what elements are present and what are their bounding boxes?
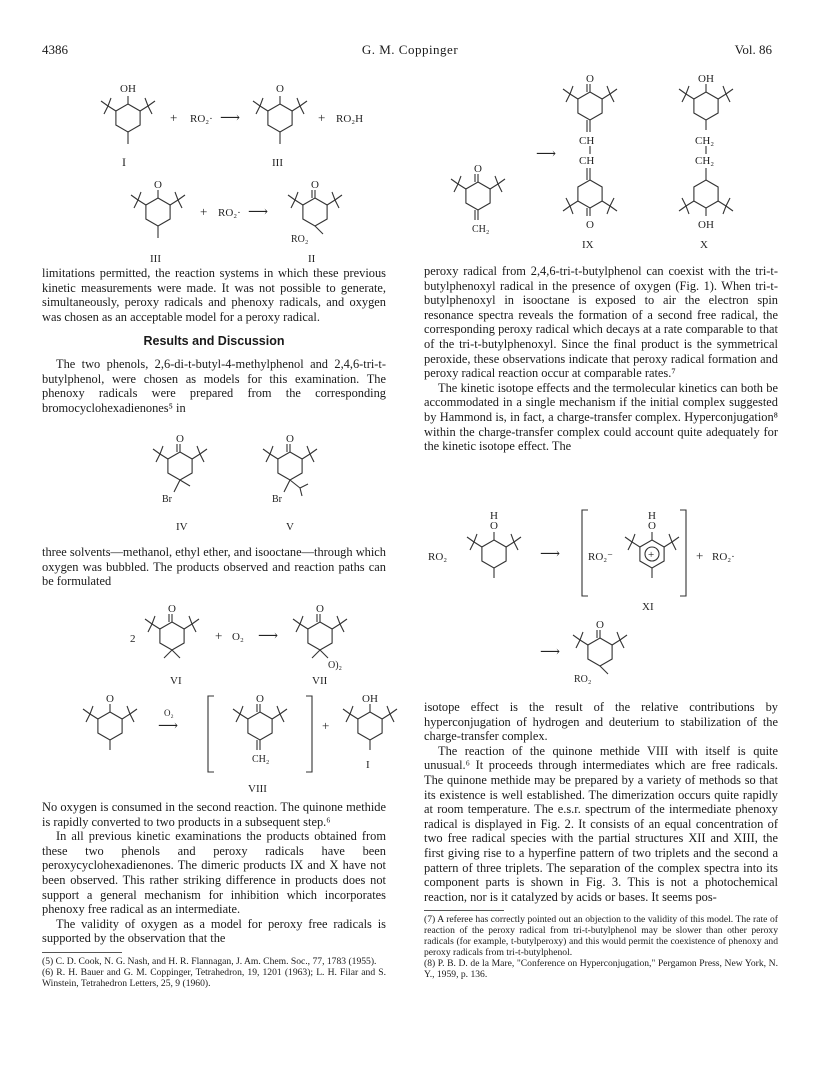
paragraph: limitations permitted, the reaction systems in which these previous kinetic measurements were made. It was not possible to generate, simultaneously, peroxy radicals and phenoxy radicals, and oxygen was chosen as an acceptable model for a peroxy radical. <box>42 266 386 324</box>
running-author: G. M. Coppinger <box>361 42 459 57</box>
label-h: H <box>648 510 656 522</box>
structure-VI <box>145 603 199 658</box>
footnotes-left <box>42 956 386 989</box>
compound-label-VII: VII <box>312 675 328 687</box>
paragraph: The validity of oxygen as a model for peroxy free radicals is supported by the observation that the <box>42 916 386 946</box>
structure-IX-bottom <box>563 168 617 231</box>
footnote-rule <box>424 910 504 911</box>
label-o: O <box>586 73 594 85</box>
scheme-dimerization <box>440 66 780 262</box>
structures-IV-V <box>140 424 340 534</box>
label-o: O <box>276 83 284 95</box>
label-ro2h: RO₂H <box>336 113 364 125</box>
label-ch2: CH₂ <box>252 754 270 765</box>
label-ro2-radical: RO₂· <box>190 113 213 125</box>
structure-V <box>263 433 317 505</box>
label-o: O <box>176 433 184 445</box>
label-o: O <box>168 603 176 615</box>
structure-VIII <box>233 693 287 765</box>
label-o: O <box>596 619 604 631</box>
label-oh: OH <box>120 83 136 95</box>
label-o2-paren: O)₂ <box>328 660 343 671</box>
label-o: O <box>154 179 162 191</box>
compound-label-I: I <box>366 759 370 771</box>
label-oh: OH <box>698 219 714 231</box>
left-column-lower <box>42 800 386 989</box>
structure-peroxy-product <box>573 619 627 685</box>
label-ch2: CH₂ <box>472 224 490 235</box>
paragraph: isotope effect is the result of the relative contributions by hyperconjugation of hydrogen and deuterium to stabilization of the charge-transfer complex. <box>424 700 778 744</box>
scheme-charge-transfer <box>424 504 784 700</box>
compound-label-IV: IV <box>176 521 188 533</box>
structure-X-bottom <box>679 168 733 231</box>
label-ch: CH <box>579 155 595 167</box>
label-br: Br <box>272 494 282 505</box>
compound-label-X: X <box>700 239 708 251</box>
plus-sign: + <box>696 548 704 563</box>
paragraph: In all previous kinetic examinations the products obtained from these two phenols and peroxy radicals have been peroxycyclohexadienones. The dimeric products IX and X have not been observed. This rather striking difference in products does not support a general mechanism for inhibition which incorporates phenoxy free radical as an intermediate. <box>42 829 386 917</box>
label-ro2: RO₂ <box>428 551 448 563</box>
footnote-rule <box>42 952 122 953</box>
plus-sign: + <box>170 110 178 125</box>
footnote-7: (7) A referee has correctly pointed out an objection to the validity of this model. The rate of reaction of the peroxy radical from tri-t-butylphenol may be slower than other peroxy radicals (for example, t-butylperoxy) and this would permit the coexistence of phenoxy and peroxy radicals from tri-t-butylphenol. <box>424 914 778 959</box>
footnote-8: (8) P. B. D. de la Mare, "Conference on Hyperconjugation," Pergamon Press, New York, N. Y., 1959, p. 136. <box>424 958 778 981</box>
coefficient: 2 <box>130 633 136 645</box>
reaction-arrow: ⟶ <box>220 111 241 126</box>
plus-sign: + <box>648 549 655 561</box>
label-o2: O₂ <box>164 708 174 718</box>
label-o: O <box>311 179 319 191</box>
compound-label-III: III <box>272 157 283 168</box>
label-o: O <box>490 520 498 532</box>
reaction-arrow: ⟶ <box>540 547 561 562</box>
structure-III <box>253 83 307 144</box>
compound-label-VIII: VIII <box>248 783 267 795</box>
label-o: O <box>648 520 656 532</box>
label-ch2: CH₂ <box>695 135 715 147</box>
label-ch: CH <box>579 135 595 147</box>
reaction-arrow: ⟶ <box>248 205 269 220</box>
label-o: O <box>286 433 294 445</box>
plus-sign: + <box>318 110 326 125</box>
footnotes-right <box>424 914 778 980</box>
compound-label-XI: XI <box>642 601 654 613</box>
compound-label-V: V <box>286 521 294 533</box>
paragraph: The two phenols, 2,6-di-t-butyl-4-methylphenol and 2,4,6-tri-t-butylphenol, were chosen as models for this examination. The phenoxy radicals were prepared from the corresponding bromocyclohexadienones⁵ in <box>42 356 386 415</box>
volume-label: Vol. 86 <box>734 42 772 57</box>
page-header <box>0 42 820 62</box>
reaction-arrow: ⟶ <box>158 719 179 734</box>
plus-sign: + <box>215 628 223 643</box>
structure-IX-top <box>563 73 617 132</box>
label-o: O <box>316 603 324 615</box>
paragraph: peroxy radical from 2,4,6-tri-t-butylphenol can coexist with the tri-t-butylphenoxyl radical in the presence of oxygen (Fig. 1). When tri-t-butylphenoxyl in isooctane is exposed to air the electron spin resonance spectra reveals the formation of a second free radical, the corresponding peroxy radical which decays at a rate comparable to that of the tri-t-butylphenoxyl. Since the final product is the symmetrical peroxide, these observations indicate that peroxy radical formation and peroxy radical reaction occur at comparable rates.⁷ <box>424 264 778 381</box>
compound-label-III: III <box>150 253 161 265</box>
structure-quinone-methide <box>451 163 505 235</box>
paragraph: The kinetic isotope effects and the termolecular kinetics can both be accommodated in a single mechanism if the initial complex suggested by Hammond is, in fact, a charge-transfer complex. Hyperconjugation⁸ within the charge-transfer complex could account quite adequately for the kinetic isotope effect. The <box>424 380 778 454</box>
label-br: Br <box>162 494 172 505</box>
left-column-middle <box>42 545 386 589</box>
structure-phenol <box>467 510 521 578</box>
label-ro2-anion: RO₂⁻ <box>588 551 613 563</box>
paragraph: three solvents—methanol, ethyl ether, and isooctane—through which oxygen was bubbled. The products observed and reaction paths can be formulated <box>42 545 386 589</box>
page-number: 4386 <box>42 42 68 57</box>
reaction-arrow: ⟶ <box>258 629 279 644</box>
reaction-arrow: ⟶ <box>536 147 557 162</box>
label-o: O <box>586 219 594 231</box>
scheme-quinone-methide <box>80 686 400 798</box>
plus-sign: + <box>322 718 330 733</box>
structure-XI <box>625 510 679 578</box>
label-h: H <box>490 510 498 522</box>
label-ro2-radical: RO₂· <box>712 551 735 563</box>
label-oh: OH <box>698 73 714 85</box>
label-ro2: RO₂ <box>291 234 309 245</box>
footnote-6: (6) R. H. Bauer and G. M. Coppinger, Tetrahedron, 19, 1201 (1963); L. H. Filar and S. Winstein, Tetrahedron Letters, 25, 9 (1960). <box>42 966 386 989</box>
structure-I <box>101 83 155 144</box>
structure-X-top <box>679 73 733 130</box>
paragraph: The reaction of the quinone methide VIII with itself is quite unusual.⁶ It proceeds through intermediates which are free radicals. The quinone methide may be prepared by a variety of methods so that its existence is well established. The dimerization occurs quite rapidly at room temperature. The e.s.r. spectrum of the intermediate phenoxy radical is displayed in Fig. 2. It consists of an equal concentration of two free radical species with the partial structures XII and XIII, the first giving rise to a hyperfine pattern of two triplets and the second a pattern of three triplets. The separation of the complex spectra into its component parts is shown in Fig. 3. This is not a photochemical reaction, nor is it catalyzed by acids or bases. It seems pos- <box>424 743 778 904</box>
scheme-peroxy-addition <box>110 170 400 265</box>
label-oh: OH <box>362 693 378 705</box>
left-column-upper <box>42 266 386 415</box>
compound-label-IX: IX <box>582 239 594 251</box>
compound-label-II: II <box>308 253 316 265</box>
scheme-phenol-oxidation <box>80 68 410 168</box>
plus-sign: + <box>200 204 208 219</box>
structure-III-b <box>131 179 185 238</box>
scheme-dimer-peroxide <box>120 596 410 688</box>
structure-II <box>288 179 342 245</box>
label-o2: O₂ <box>232 631 244 643</box>
label-o: O <box>256 693 264 705</box>
structure-IV <box>153 433 207 505</box>
structure-radical <box>83 693 137 750</box>
label-o: O <box>106 693 114 705</box>
paragraph: No oxygen is consumed in the second reaction. The quinone methide is rapidly converted to two products in a subsequent step.⁶ <box>42 800 386 829</box>
label-o: O <box>474 163 482 175</box>
label-ro2-radical: RO₂· <box>218 207 241 219</box>
right-column-upper <box>424 264 778 454</box>
footnote-5: (5) C. D. Cook, N. G. Nash, and H. R. Flannagan, J. Am. Chem. Soc., 77, 1783 (1955). <box>42 955 377 967</box>
reaction-arrow: ⟶ <box>540 645 561 660</box>
structure-VII <box>293 603 347 671</box>
compound-label-I: I <box>122 155 126 168</box>
label-ro2: RO₂ <box>574 674 592 685</box>
compound-label-VI: VI <box>170 675 182 687</box>
structure-I-b <box>343 693 397 750</box>
right-column-lower <box>424 700 778 980</box>
section-heading: Results and Discussion <box>143 334 285 349</box>
label-ch2: CH₂ <box>695 155 715 167</box>
